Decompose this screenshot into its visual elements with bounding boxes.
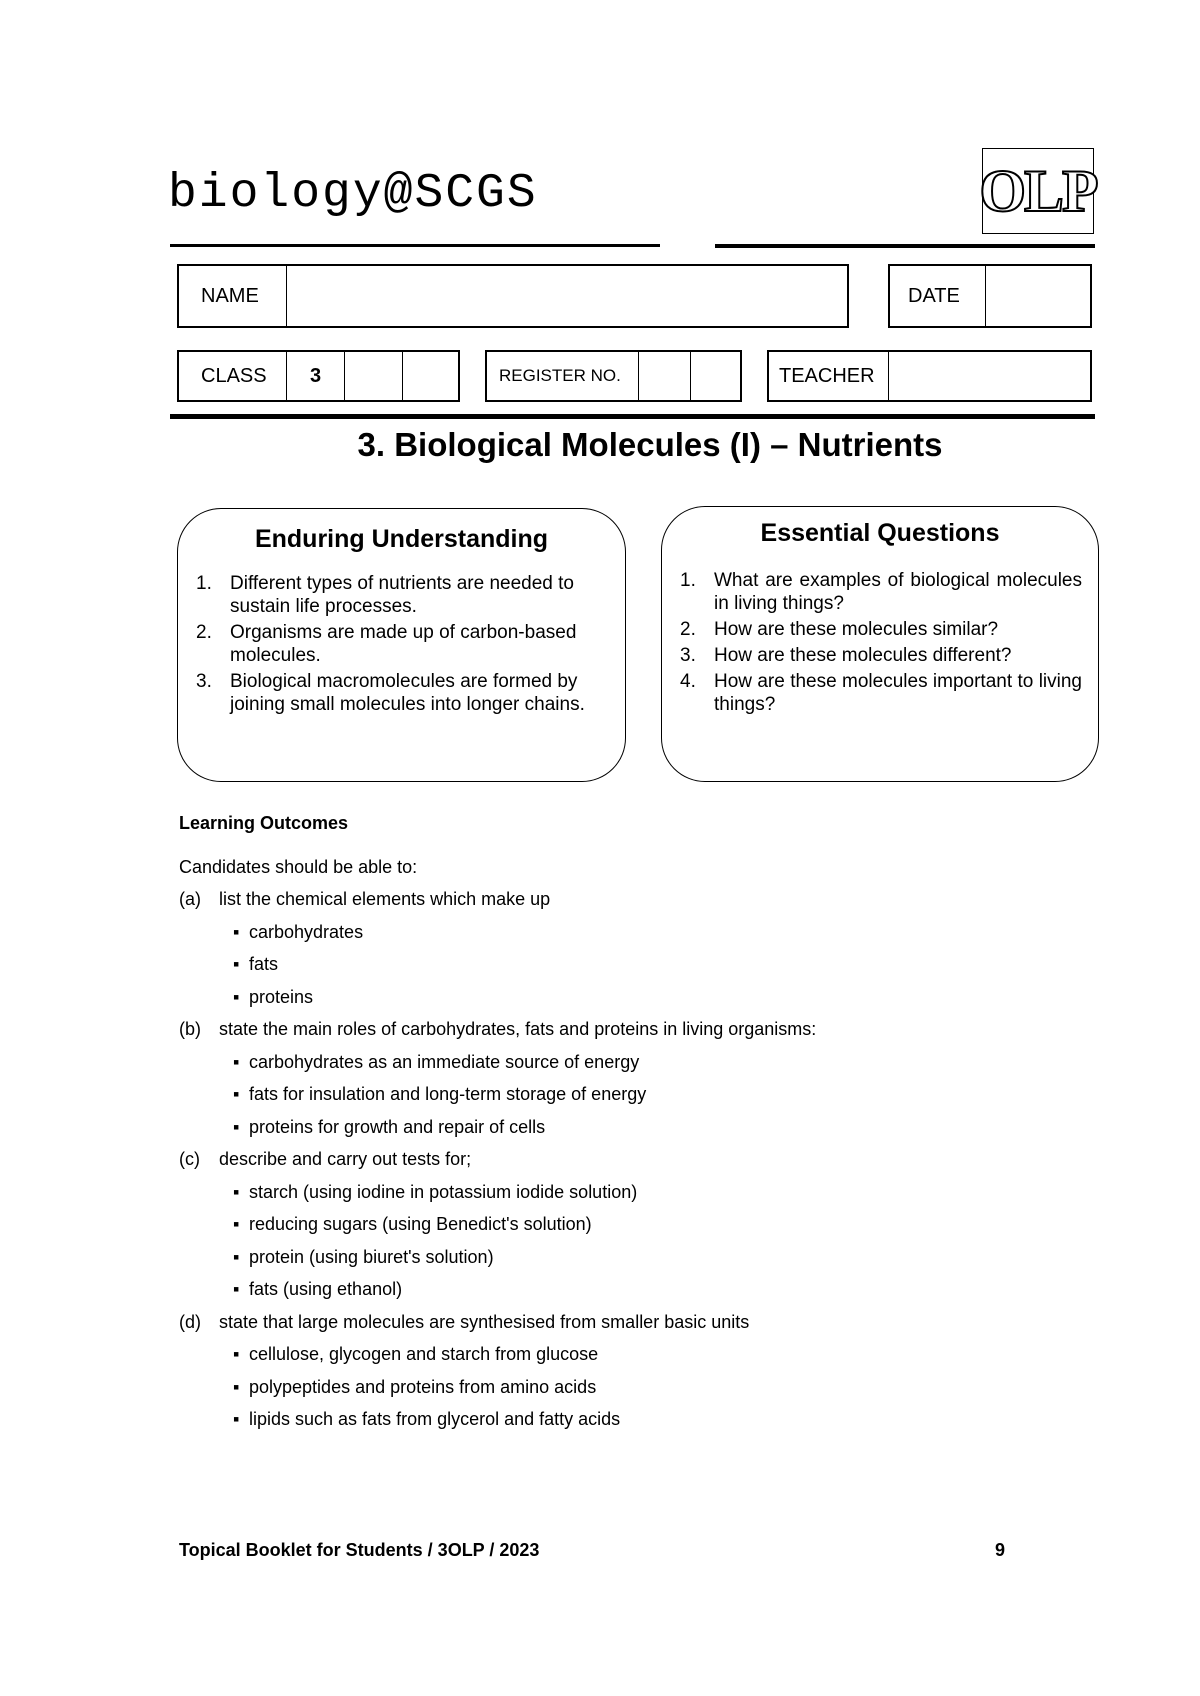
list-text: How are these molecules similar? [714,619,999,640]
page-title: 3. Biological Molecules (I) – Nutrients [357,426,943,463]
register-digit-1[interactable] [639,352,691,400]
outcome-bullet [179,953,1079,975]
outcome-tag: (d) [179,1311,201,1332]
outcome-item [179,1311,1079,1333]
class-digit-1[interactable]: 3 [287,352,345,400]
teacher-input[interactable] [889,352,1090,400]
list-number: 3. [680,645,696,666]
bullet-icon: ▪ [233,1116,240,1137]
outcome-text: describe and carry out tests for; [219,1149,472,1169]
date-label: DATE [908,284,960,307]
outcome-bullet [179,1278,1079,1300]
list-text: How are these molecules important to living things? [714,671,1082,715]
bullet-text: proteins [249,986,314,1007]
name-label: NAME [201,284,259,307]
learning-outcomes-intro: Candidates should be able to: [179,857,418,877]
list-number: 1. [196,573,212,594]
register-label-cell [487,352,639,400]
bullet-text: polypeptides and proteins from amino acids [249,1376,597,1397]
list-item [178,621,613,667]
outcome-text: state the main roles of carbohydrates, fats and proteins in living organisms: [219,1019,817,1039]
enduring-understanding-list [178,572,625,716]
outcome-item [179,1018,1079,1040]
bullet-text: fats for insulation and long-term storage of energy [249,1084,647,1104]
list-number: 1. [680,570,696,591]
bullet-icon: ▪ [233,1409,240,1429]
title-rule [170,414,1095,419]
bullet-icon: ▪ [233,1084,240,1104]
header-rule-right [715,244,1095,248]
class-label: CLASS [201,364,267,387]
bullet-icon: ▪ [233,986,240,1007]
list-text: Biological macromolecules are formed by joining small molecules into longer chains. [230,671,585,715]
date-input[interactable] [986,266,1090,326]
outcome-bullet [179,986,1079,1008]
register-label: REGISTER NO. [499,366,621,385]
outcome-bullet [179,1408,1079,1430]
outcome-tag: (b) [179,1019,201,1039]
bullet-icon: ▪ [233,1376,240,1397]
logo-text: OLP [979,158,1097,224]
teacher-field-box [767,350,1092,402]
outcome-tag: (a) [179,889,201,909]
register-field-box [485,350,742,402]
outcome-bullet [179,1376,1079,1398]
outcome-bullet [179,1051,1079,1073]
header-rule-left [170,244,660,247]
list-text: What are examples of biological molecules in living things? [714,570,1082,614]
bullet-text: carbohydrates [249,921,364,942]
outcome-bullet [179,1213,1079,1235]
list-item [662,569,1098,615]
learning-outcomes-heading: Learning Outcomes [179,813,349,833]
bullet-text: cellulose, glycogen and starch from glucose [249,1344,599,1364]
name-field-box [177,264,849,328]
outcome-text: list the chemical elements which make up [219,889,551,909]
bullet-icon: ▪ [233,1214,240,1234]
list-number: 2. [196,622,212,643]
outcome-text: state that large molecules are synthesised from smaller basic units [219,1311,750,1332]
name-input[interactable] [287,266,847,326]
outcome-bullet [179,1181,1079,1203]
outcome-bullet [179,1083,1079,1105]
bullet-icon: ▪ [233,1344,240,1364]
bullet-text: carbohydrates as an immediate source of energy [249,1051,640,1072]
bullet-text: reducing sugars (using Benedict's solution) [249,1214,592,1234]
olp-logo [979,148,1097,234]
essential-questions-panel [661,506,1099,782]
page-number: 9 [995,1540,1006,1560]
list-text: How are these molecules different? [714,645,1012,666]
bullet-text: proteins for growth and repair of cells [249,1116,546,1137]
outcome-item [179,888,1079,910]
list-text: Organisms are made up of carbon-based molecules. [230,622,577,666]
bullet-icon: ▪ [233,1279,240,1299]
bullet-icon: ▪ [233,1181,240,1202]
bullet-icon: ▪ [233,954,240,974]
outcome-bullet [179,921,1079,943]
class-digit-3[interactable] [403,352,458,400]
class-digit-2[interactable] [345,352,403,400]
register-digit-2[interactable] [691,352,740,400]
bullet-text: fats [249,954,279,974]
outcome-bullet [179,1246,1079,1268]
brand-title: biology@SCGS [168,167,538,221]
list-item [178,670,613,716]
enduring-understanding-heading: Enduring Understanding [254,525,549,553]
date-field-box [888,264,1092,328]
outcome-item [179,1148,1079,1170]
list-item [662,618,1098,641]
outcome-bullet [179,1343,1079,1365]
teacher-label-cell [769,352,889,400]
list-item [178,572,613,618]
date-label-cell [890,266,986,326]
outcome-tag: (c) [179,1149,200,1169]
learning-outcomes-section [179,812,1079,1441]
name-label-cell [179,266,287,326]
list-number: 2. [680,619,696,640]
bullet-text: fats (using ethanol) [249,1279,403,1299]
bullet-text: lipids such as fats from glycerol and fatty acids [249,1409,621,1429]
essential-questions-heading: Essential Questions [760,519,1000,547]
bullet-text: protein (using biuret's solution) [249,1246,494,1267]
list-item [662,670,1098,716]
list-number: 3. [196,671,212,692]
essential-questions-list [662,569,1098,716]
bullet-text: starch (using iodine in potassium iodide solution) [249,1181,638,1202]
bullet-icon: ▪ [233,1051,240,1072]
bullet-icon: ▪ [233,1246,240,1267]
list-item [662,644,1098,667]
list-number: 4. [680,671,696,692]
list-text: Different types of nutrients are needed to sustain life processes. [230,573,574,617]
class-label-cell [179,352,287,400]
bullet-icon: ▪ [233,921,240,942]
enduring-understanding-panel [177,508,626,782]
class-field-box [177,350,460,402]
footer-booklet-title: Topical Booklet for Students / 3OLP / 2023 [179,1540,540,1560]
outcome-bullet [179,1116,1079,1138]
teacher-label: TEACHER [779,364,875,387]
